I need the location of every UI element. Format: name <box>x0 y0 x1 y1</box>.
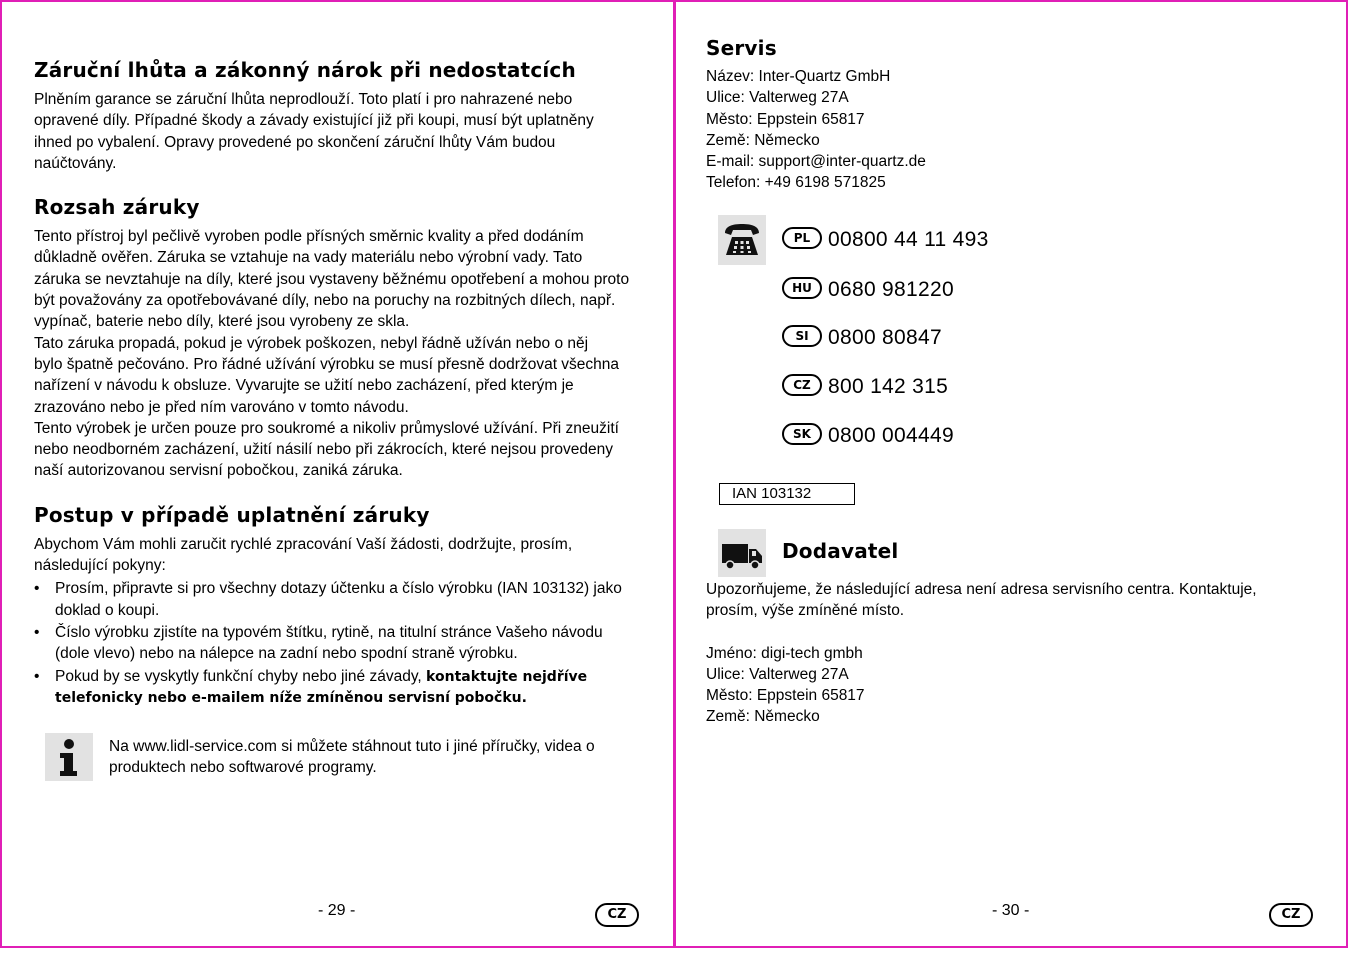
text-line: prosím, výše zmíněné místo. <box>706 602 905 620</box>
text-line: nařízení v návodu k obsluze. Vyvarujte se užití nebo zacházení, před kterým je <box>34 377 574 395</box>
text-line: (dole vlevo) nebo na nálepce na zadní nebo spodní straně výrobku. <box>55 645 518 663</box>
hotline-row <box>782 277 954 307</box>
text-line: bylo špatně pečováno. Pro řádné užívání výrobku se musí přesně dodržovat všechna <box>34 355 620 373</box>
country-badge: SK <box>782 423 822 445</box>
text-line: záruka se nevztahuje na díly, které jsou vystaveny běžnému opotřebení a mohou proto <box>34 270 630 288</box>
text-line: doklad o koupi. <box>55 601 160 619</box>
text-line: Telefon: +49 6198 571825 <box>706 174 886 192</box>
service-section <box>706 36 1316 194</box>
text-line: Název: Inter-Quartz GmbH <box>706 68 891 85</box>
phone-number: 800 142 315 <box>828 375 949 398</box>
telephone-icon <box>718 215 766 265</box>
text-line: opravené díly. Případné škody a závady existující již při koupi, musí být uplatněny <box>34 112 594 130</box>
text-line: Abychom Vám mohli zaručit rychlé zpracování Vaší žádosti, dodržujte, prosím, <box>34 535 573 553</box>
text-line: E-mail: support@inter-quartz.de <box>706 153 926 171</box>
text-line: Na www.lidl-service.com si můžete stáhnout tuto i jiné příručky, videa o <box>109 738 595 755</box>
text-line: vypínač, baterie nebo díly, které jsou vyrobeny ze skla. <box>34 313 410 331</box>
phone-number: 0800 004449 <box>828 424 954 447</box>
text-line: zrazováno nebo je před ním varováno v tomto návodu. <box>34 398 409 416</box>
country-badge: HU <box>782 277 822 299</box>
procedure-list <box>34 578 649 709</box>
language-badge: CZ <box>595 903 639 927</box>
section-heading: Servis <box>706 36 777 60</box>
phone-number: 0680 981220 <box>828 278 954 301</box>
text-line: Plněním garance se záruční lhůta neprodlouží. Toto platí i pro nahrazené nebo <box>34 91 573 108</box>
info-note <box>109 736 629 779</box>
page-number: - 29 - <box>318 902 356 919</box>
text-line: naúčtovány. <box>34 154 117 172</box>
country-badge: SI <box>782 325 822 347</box>
list-item <box>34 666 649 710</box>
section-heading: Rozsah záruky <box>34 195 200 220</box>
text-line: Tento výrobek je určen pouze pro soukromé a nikoliv průmyslové užívání. Při zneužití <box>34 419 619 437</box>
text-line: Ulice: Valterweg 27A <box>706 89 849 107</box>
text-line: • Číslo výrobku zjistíte na typovém štítku, rytině, na titulní stránce Vašeho návodu <box>55 623 603 641</box>
text-line: Tento přístroj byl pečlivě vyroben podle přísných směrnic kvality a před dodáním <box>34 228 584 246</box>
text-line: naší autorizovanou servisní pobočkou, zaniká záruka. <box>34 462 403 480</box>
hotline-row <box>782 227 989 257</box>
section-heading: Postup v případě uplatnění záruky <box>34 502 430 527</box>
text-line: Ulice: Valterweg 27A <box>706 665 849 683</box>
ian-label: IAN 103132 <box>719 483 855 505</box>
left-page <box>0 0 675 948</box>
text-line: důkladně ověřen. Záruka se vztahuje na vady materiálu nebo výrobní vady. Tato <box>34 249 583 267</box>
page-number: - 30 - <box>992 902 1030 919</box>
country-badge: CZ <box>782 374 822 396</box>
text-line: následující pokyny: <box>34 557 166 575</box>
text-line: Upozorňujeme, že následující adresa není adresa servisního centra. Kontaktuje, <box>706 581 1257 598</box>
emphasis-text: telefonicky nebo e-mailem níže zmíněnou servisní pobočku. <box>55 689 527 706</box>
info-icon <box>45 733 93 781</box>
text-line: • Prosím, připravte si pro všechny dotazy účtenku a číslo výrobku (IAN 103132) jako <box>55 580 622 598</box>
text-line: Země: Německo <box>706 131 820 149</box>
hotline-row <box>782 423 954 453</box>
text-line: Město: Eppstein 65817 <box>706 110 865 128</box>
text-line: Jméno: digi-tech gmbh <box>706 644 863 662</box>
text-line: ihned po vybalení. Opravy provedené po skončení záruční lhůty Vám budou <box>34 133 556 151</box>
hotline-row <box>782 325 942 355</box>
warranty-procedure-section <box>34 503 649 709</box>
warranty-scope-section <box>34 195 649 482</box>
text-line: být považovány za opotřebovávané díly, nebo na poruchy na rozbitných dílech, např. <box>34 292 616 310</box>
warranty-period-section <box>34 58 649 174</box>
language-badge: CZ <box>1269 903 1313 927</box>
text-line: Tato záruka propadá, pokud je výrobek poškozen, nebyl řádně užíván nebo o něj <box>34 334 589 352</box>
text-line: produktech nebo softwarové programy. <box>109 759 377 777</box>
country-badge: PL <box>782 227 822 249</box>
list-item <box>34 622 649 665</box>
text-line: Město: Eppstein 65817 <box>706 687 865 705</box>
section-heading: Záruční lhůta a zákonný nárok při nedostatcích <box>34 58 576 82</box>
left-content <box>34 58 649 725</box>
text-line: nebo neodborném zacházení, užití násilí nebo při zákrocích, které nejsou provedeny <box>34 441 614 459</box>
emphasis-text: kontaktujte nejdříve <box>426 668 588 685</box>
text-line: Země: Německo <box>706 708 820 726</box>
hotline-row <box>782 374 948 404</box>
right-page <box>674 0 1348 948</box>
text-line: Pokud by se vyskytly funkční chyby nebo jiné závady, <box>55 667 427 685</box>
supplier-heading: Dodavatel <box>782 539 899 563</box>
phone-number: 0800 80847 <box>828 326 942 349</box>
supplier-section <box>706 579 1316 728</box>
truck-icon <box>718 529 766 577</box>
list-item <box>34 578 649 621</box>
phone-number: 00800 44 11 493 <box>828 228 989 251</box>
